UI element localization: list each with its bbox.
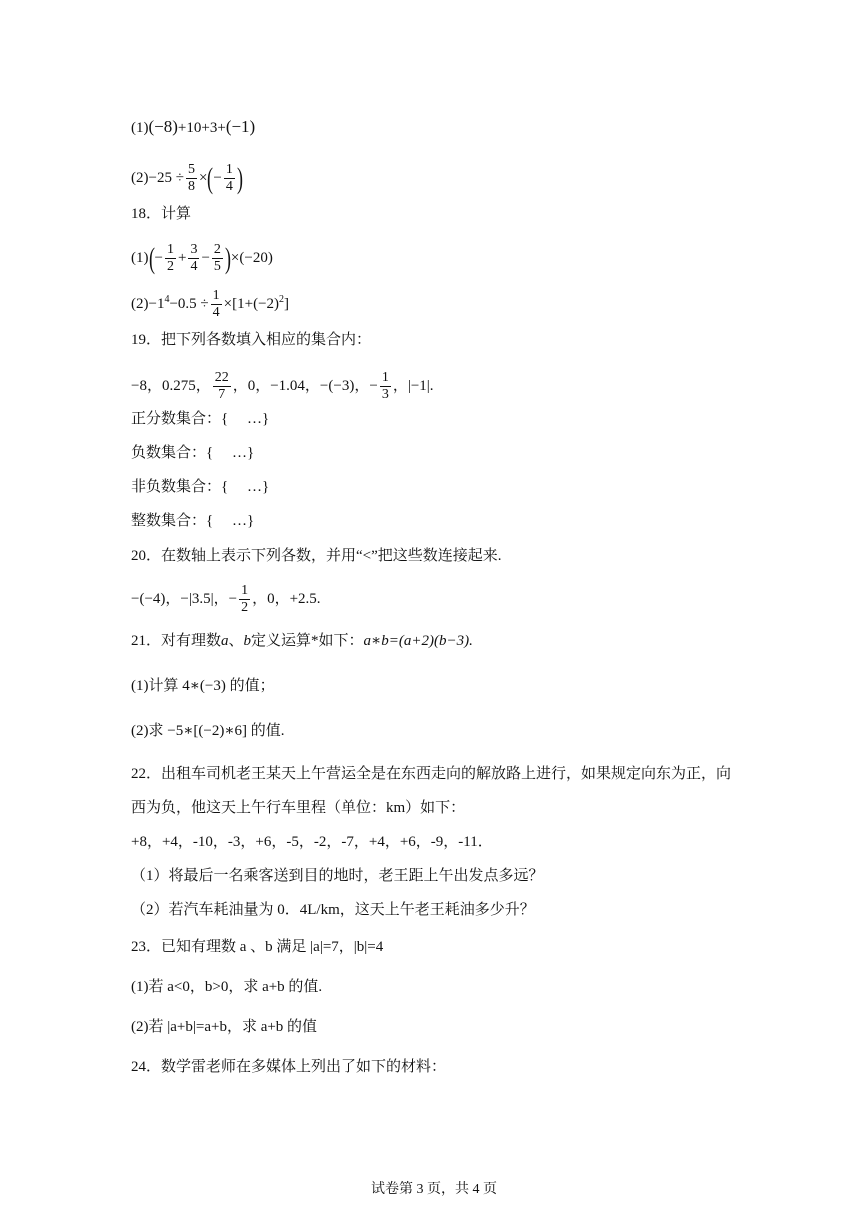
q22-mileage-list: +8，+4，-10，-3，+6，-5，-2，-7，+4，+6，-9，-11． — [131, 834, 493, 850]
right-paren: ) — [236, 161, 243, 195]
denominator: 4 — [212, 305, 220, 320]
expr-text: −0.5 ÷ — [169, 295, 209, 312]
fraction — [380, 370, 391, 403]
left-paren: ( — [148, 241, 155, 275]
q19-title: 19．把下列各数填入相应的集合内： — [131, 332, 372, 348]
part-label: (2) — [131, 169, 149, 186]
q18-part2 — [131, 288, 289, 321]
q23-part2: (2)若 |a+b|=a+b，求 a+b 的值 — [131, 1019, 318, 1035]
fraction — [211, 288, 222, 321]
page-footer: 试卷第 3 页，共 4 页 — [371, 1182, 497, 1197]
plus-sign: + — [177, 249, 187, 266]
exponent: 4 — [164, 293, 170, 305]
expr-text: 21．对有理数 — [131, 633, 222, 649]
expr-text: −25 ÷ — [148, 169, 184, 186]
var-b: b — [243, 633, 252, 649]
numerator: 1 — [225, 162, 233, 177]
q19-set-positive-fractions: 正分数集合：{ …} — [131, 411, 270, 427]
times-sign: × — [223, 295, 233, 312]
numerator: 5 — [187, 162, 195, 177]
expr-text: ，0，+2.5. — [252, 590, 321, 607]
q17-part2 — [131, 162, 243, 195]
q21-title — [131, 631, 473, 651]
q20-title: 20．在数轴上表示下列各数，并用“<”把这些数连接起来. — [131, 548, 502, 564]
denominator: 8 — [187, 179, 195, 194]
fraction — [212, 242, 223, 275]
fraction — [224, 162, 235, 195]
q23-part1: (1)若 a<0，b>0，求 a+b 的值. — [131, 979, 323, 995]
minus-sign: − — [154, 249, 163, 266]
q18-title: 18．计算 — [131, 206, 192, 222]
part-label: (1) — [131, 249, 149, 266]
numerator: 3 — [190, 242, 198, 257]
exponent: 2 — [279, 293, 285, 305]
q17-part1: (1)(−8)+10+3+(−1) — [131, 117, 256, 136]
q19-set-integers: 整数集合：{ …} — [131, 513, 255, 529]
denominator: 5 — [213, 259, 221, 274]
denominator: 3 — [381, 387, 389, 402]
formula: a∗b=(a+2)(b−3). — [363, 633, 473, 649]
q21-part2: (2)求 −5∗[(−2)∗6] 的值. — [131, 723, 285, 739]
fraction — [188, 242, 199, 275]
denominator: 2 — [166, 259, 174, 274]
minus-sign: − — [201, 249, 210, 266]
numerator: 2 — [213, 242, 221, 257]
denominator: 7 — [218, 387, 226, 402]
numerator: 1 — [381, 370, 389, 385]
expr-text: ，0，−1.04，−(−3)，− — [232, 377, 378, 394]
part-label: (1) — [131, 120, 149, 136]
q18-part1 — [131, 242, 273, 275]
expr-text: −(−4)，−|3.5|，− — [131, 590, 238, 607]
numerator: 22 — [214, 370, 229, 385]
expr-text: 定义运算*如下： — [251, 633, 364, 649]
numerator: 1 — [166, 242, 174, 257]
expr-text: ] — [284, 295, 290, 312]
var-a: a — [221, 633, 229, 649]
q19-number-list — [131, 370, 434, 403]
numerator: 1 — [212, 288, 220, 303]
denominator: 4 — [190, 259, 198, 274]
denominator: 4 — [225, 179, 233, 194]
expr-text: ，|−1|. — [392, 377, 434, 394]
q19-set-nonnegative: 非负数集合：{ …} — [131, 479, 270, 495]
numerator: 1 — [241, 583, 249, 598]
q20-number-list — [131, 583, 321, 616]
q19-set-negative: 负数集合：{ …} — [131, 445, 255, 461]
minus-sign: − — [213, 169, 222, 186]
fraction — [186, 162, 197, 195]
expr-text: −8，0.275， — [131, 377, 211, 394]
left-paren: ( — [207, 161, 214, 195]
right-paren: ) — [224, 241, 231, 275]
part-label: (2) — [131, 295, 149, 312]
q23-title: 23．已知有理数 a 、b 满足 |a|=7，|b|=4 — [131, 939, 384, 955]
times-sign: × — [198, 169, 208, 186]
q21-part1: (1)计算 4∗(−3) 的值； — [131, 678, 275, 694]
q24-title: 24．数学雷老师在多媒体上列出了如下的材料： — [131, 1059, 447, 1075]
fraction — [213, 370, 231, 403]
denominator: 2 — [241, 600, 249, 615]
expr-text: −1 — [148, 295, 165, 312]
fraction — [165, 242, 176, 275]
fraction — [239, 583, 250, 616]
separator: 、 — [228, 633, 244, 649]
expr-text: [1+(−2) — [232, 295, 280, 312]
q22-line1: 22．出租车司机老王某天上午营运全是在东西走向的解放路上进行，如果规定向东为正，向 — [131, 766, 732, 782]
q22-part1: （1）将最后一名乘客送到目的地时，老王距上午出发点多远？ — [131, 868, 544, 884]
q22-line2: 西为负，他这天上午行车里程（单位：km）如下： — [131, 800, 466, 816]
expr-text: ×(−20) — [230, 249, 273, 266]
q22-part2: （2）若汽车耗油量为 0．4L/km，这天上午老王耗油多少升？ — [131, 902, 535, 918]
